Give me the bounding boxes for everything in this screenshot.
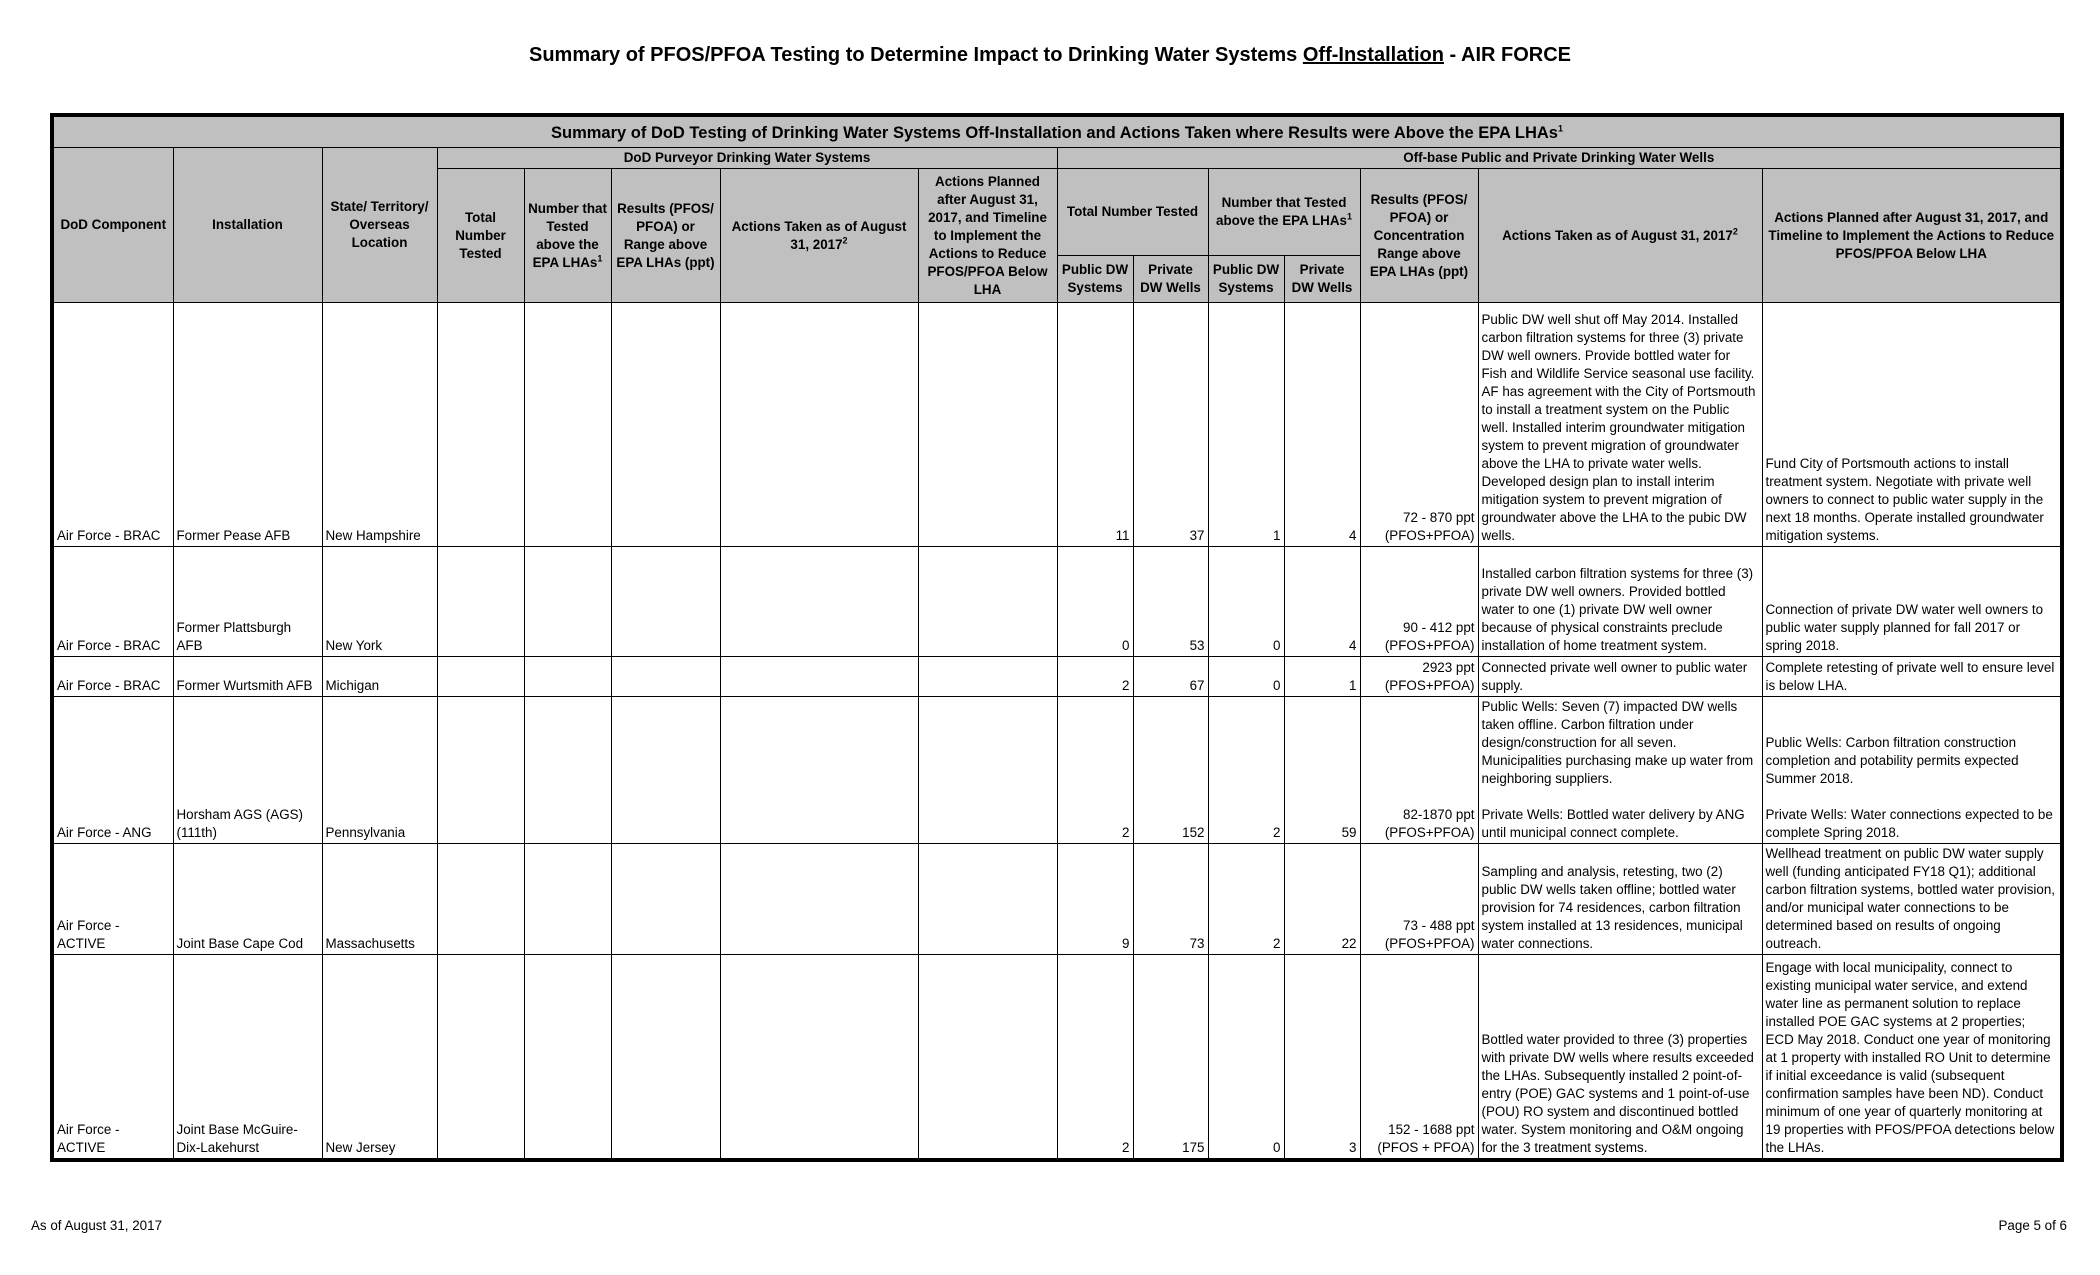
cell-installation: Joint Base Cape Cod	[173, 844, 322, 955]
header-number-above: Number that Tested above the EPA LHAs$^1$	[524, 169, 611, 303]
cell-results	[611, 657, 720, 697]
cell-public-tested: 2	[1057, 697, 1133, 844]
cell-offbase-actions-taken: Public DW well shut off May 2014. Installed carbon filtration systems for three (3) private DW well owners. Provide bottled water for Fish and Wildlife Service seasonal use facility. AF has agreement with the City of Portsmouth to install a treatment system on the Public well. Installed interim groundwater mitigation system to prevent migration of groundwater above the LHA to private water wells. Developed design plan to install interim mitigation system to prevent migration of groundwater above the LHA to the pubic DW wells.	[1478, 303, 1762, 547]
cell-actions-taken	[720, 844, 918, 955]
cell-offbase-results: 2923 ppt (PFOS+PFOA)	[1360, 657, 1478, 697]
cell-actions-taken	[720, 303, 918, 547]
summary-table-container	[50, 113, 2060, 1162]
cell-number-above	[524, 657, 611, 697]
cell-private-above: 3	[1284, 955, 1360, 1160]
cell-public-above: 2	[1208, 697, 1284, 844]
table-row	[52, 955, 2062, 1160]
cell-public-above: 0	[1208, 657, 1284, 697]
cell-location: New Hampshire	[322, 303, 437, 547]
cell-private-above: 4	[1284, 547, 1360, 657]
cell-component: Air Force - ACTIVE	[52, 844, 173, 955]
cell-public-tested: 2	[1057, 657, 1133, 697]
header-private-dw-wells: Private DW Wells	[1133, 256, 1208, 303]
cell-location: Massachusetts	[322, 844, 437, 955]
summary-table	[50, 113, 2064, 1162]
cell-actions-taken	[720, 955, 918, 1160]
header-total-tested: Total Number Tested	[437, 169, 524, 303]
cell-public-tested: 2	[1057, 955, 1133, 1160]
header-total-number-tested: Total Number Tested	[1057, 169, 1208, 256]
cell-results	[611, 303, 720, 547]
header-actions-planned: Actions Planned after August 31, 2017, and Timeline to Implement the Actions to Reduce PFOS/PFOA Below LHA	[918, 169, 1057, 303]
footer-date: As of August 31, 2017	[31, 1218, 163, 1233]
cell-installation: Horsham AGS (AGS) (111th)	[173, 697, 322, 844]
cell-actions-taken	[720, 547, 918, 657]
cell-private-above: 22	[1284, 844, 1360, 955]
cell-total-tested	[437, 955, 524, 1160]
cell-component: Air Force - BRAC	[52, 547, 173, 657]
cell-offbase-results: 90 - 412 ppt (PFOS+PFOA)	[1360, 547, 1478, 657]
cell-installation: Joint Base McGuire-Dix-Lakehurst	[173, 955, 322, 1160]
cell-results	[611, 547, 720, 657]
header-installation: Installation	[173, 148, 322, 303]
cell-private-above: 4	[1284, 303, 1360, 547]
cell-component: Air Force - ACTIVE	[52, 955, 173, 1160]
cell-offbase-actions-planned: Wellhead treatment on public DW water supply well (funding anticipated FY18 Q1); additional carbon filtration systems, bottled water provision, and/or municipal water connections to be determined based on results of ongoing outreach.	[1762, 844, 2062, 955]
cell-results	[611, 697, 720, 844]
cell-actions-taken	[720, 657, 918, 697]
cell-offbase-actions-planned: Fund City of Portsmouth actions to install treatment system. Negotiate with private well owners to connect to public water supply in the next 18 months. Operate installed groundwater mitigation systems.	[1762, 303, 2062, 547]
cell-offbase-actions-taken: Connected private well owner to public water supply.	[1478, 657, 1762, 697]
cell-number-above	[524, 844, 611, 955]
table-row	[52, 303, 2062, 547]
header-offbase-actions-taken: Actions Taken as of August 31, 2017$^2$	[1478, 169, 1762, 303]
cell-component: Air Force - BRAC	[52, 303, 173, 547]
header-offbase-actions-planned: Actions Planned after August 31, 2017, and Timeline to Implement the Actions to Reduce PFOS/PFOA Below LHA	[1762, 169, 2062, 303]
cell-public-tested: 11	[1057, 303, 1133, 547]
cell-offbase-results: 73 - 488 ppt (PFOS+PFOA)	[1360, 844, 1478, 955]
cell-public-above: 0	[1208, 955, 1284, 1160]
cell-installation: Former Plattsburgh AFB	[173, 547, 322, 657]
cell-number-above	[524, 955, 611, 1160]
cell-location: New Jersey	[322, 955, 437, 1160]
cell-actions-planned	[918, 697, 1057, 844]
cell-private-tested: 37	[1133, 303, 1208, 547]
cell-component: Air Force - BRAC	[52, 657, 173, 697]
cell-number-above	[524, 547, 611, 657]
cell-private-above: 59	[1284, 697, 1360, 844]
cell-public-above: 0	[1208, 547, 1284, 657]
cell-private-tested: 175	[1133, 955, 1208, 1160]
cell-public-above: 1	[1208, 303, 1284, 547]
header-group-purveyor: DoD Purveyor Drinking Water Systems	[437, 148, 1057, 169]
cell-offbase-actions-planned: Public Wells: Carbon filtration construction completion and potability permits expected Summer 2018. Private Wells: Water connections expected to be complete Spring 2018.	[1762, 697, 2062, 844]
cell-total-tested	[437, 657, 524, 697]
cell-public-tested: 9	[1057, 844, 1133, 955]
cell-actions-planned	[918, 303, 1057, 547]
cell-total-tested	[437, 844, 524, 955]
cell-results	[611, 955, 720, 1160]
cell-private-tested: 67	[1133, 657, 1208, 697]
table-row	[52, 844, 2062, 955]
cell-offbase-results: 152 - 1688 ppt (PFOS + PFOA)	[1360, 955, 1478, 1160]
header-public-dw-systems-above: Public DW Systems	[1208, 256, 1284, 303]
cell-private-tested: 152	[1133, 697, 1208, 844]
cell-offbase-actions-taken: Bottled water provided to three (3) properties with private DW wells where results exceeded the LHAs. Subsequently installed 2 point-of-entry (POE) GAC systems and 1 point-of-use (POU) RO system and discontinued bottled water. System monitoring and O&M ongoing for the 3 treatment systems.	[1478, 955, 1762, 1160]
cell-offbase-results: 82-1870 ppt (PFOS+PFOA)	[1360, 697, 1478, 844]
table-row	[52, 657, 2062, 697]
header-actions-taken: Actions Taken as of August 31, 2017$^2$	[720, 169, 918, 303]
cell-number-above	[524, 697, 611, 844]
title-prefix: Summary of PFOS/PFOA Testing to Determine Impact to Drinking Water Systems	[529, 44, 1303, 66]
table-body	[52, 303, 2062, 1160]
page-title	[0, 44, 2100, 67]
cell-actions-planned	[918, 657, 1057, 697]
cell-number-above	[524, 303, 611, 547]
cell-total-tested	[437, 697, 524, 844]
cell-offbase-results: 72 - 870 ppt (PFOS+PFOA)	[1360, 303, 1478, 547]
cell-private-tested: 53	[1133, 547, 1208, 657]
cell-offbase-actions-taken: Sampling and analysis, retesting, two (2) public DW wells taken offline; bottled water provision for 74 residences, carbon filtration system installed at 13 residences, municipal water connections.	[1478, 844, 1762, 955]
cell-actions-taken	[720, 697, 918, 844]
header-number-above-lha: Number that Tested above the EPA LHAs$^1$	[1208, 169, 1360, 256]
header-public-dw-systems: Public DW Systems	[1057, 256, 1133, 303]
cell-results	[611, 844, 720, 955]
cell-actions-planned	[918, 955, 1057, 1160]
cell-total-tested	[437, 547, 524, 657]
cell-actions-planned	[918, 844, 1057, 955]
header-results: Results (PFOS/ PFOA) or Range above EPA LHAs (ppt)	[611, 169, 720, 303]
header-location: State/ Territory/ Overseas Location	[322, 148, 437, 303]
cell-private-above: 1	[1284, 657, 1360, 697]
cell-public-tested: 0	[1057, 547, 1133, 657]
cell-actions-planned	[918, 547, 1057, 657]
title-suffix: - AIR FORCE	[1443, 44, 1571, 66]
table-banner: Summary of DoD Testing of Drinking Water Systems Off-Installation and Actions Taken where Results were Above the EPA LHAs$^1$	[52, 115, 2062, 148]
header-dod-component: DoD Component	[52, 148, 173, 303]
table-row	[52, 697, 2062, 844]
cell-offbase-actions-taken: Public Wells: Seven (7) impacted DW wells taken offline. Carbon filtration under design/construction for all seven. Municipalities purchasing make up water from neighboring suppliers. Private Wells: Bottled water delivery by ANG until municipal connect complete.	[1478, 697, 1762, 844]
header-private-dw-wells-above: Private DW Wells	[1284, 256, 1360, 303]
footer-page-number: Page 5 of 6	[1998, 1218, 2067, 1233]
cell-offbase-actions-taken: Installed carbon filtration systems for three (3) private DW well owners. Provided bottled water to one (1) private DW well owner because of physical constraints preclude installation of home treatment system.	[1478, 547, 1762, 657]
cell-private-tested: 73	[1133, 844, 1208, 955]
cell-location: New York	[322, 547, 437, 657]
cell-public-above: 2	[1208, 844, 1284, 955]
cell-location: Pennsylvania	[322, 697, 437, 844]
table-row	[52, 547, 2062, 657]
title-underlined: Off-Installation	[1302, 44, 1444, 66]
cell-installation: Former Pease AFB	[173, 303, 322, 547]
cell-offbase-actions-planned: Engage with local municipality, connect to existing municipal water service, and extend water line as permanent solution to replace installed POE GAC systems at 2 properties; ECD May 2018. Conduct one year of monitoring at 1 property with installed RO Unit to determine if initial exceedance is valid (subsequent confirmation samples have been ND). Conduct minimum of one year of quarterly monitoring at 19 properties with PFOS/PFOA detections below the LHAs.	[1762, 955, 2062, 1160]
cell-offbase-actions-planned: Complete retesting of private well to ensure level is below LHA.	[1762, 657, 2062, 697]
header-offbase-results: Results (PFOS/ PFOA) or Concentration Range above EPA LHAs (ppt)	[1360, 169, 1478, 303]
header-group-offbase: Off-base Public and Private Drinking Water Wells	[1057, 148, 2062, 169]
cell-total-tested	[437, 303, 524, 547]
cell-offbase-actions-planned: Connection of private DW water well owners to public water supply planned for fall 2017 or spring 2018.	[1762, 547, 2062, 657]
cell-location: Michigan	[322, 657, 437, 697]
cell-component: Air Force - ANG	[52, 697, 173, 844]
cell-installation: Former Wurtsmith AFB	[173, 657, 322, 697]
